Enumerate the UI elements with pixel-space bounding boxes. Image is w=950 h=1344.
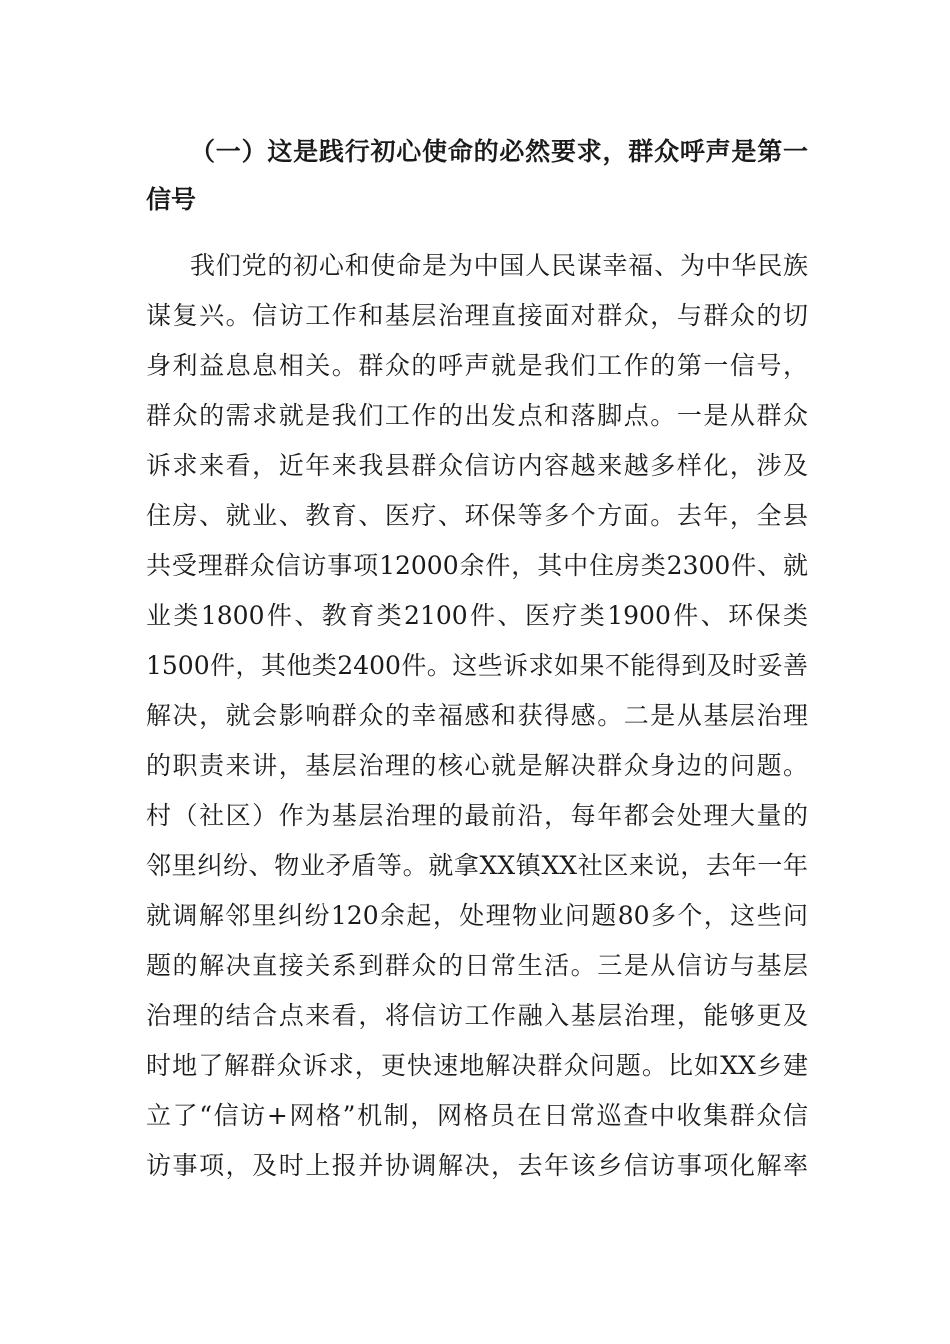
body-line: 身利益息息相关。群众的呼声就是我们工作的第一信号， (146, 351, 808, 380)
body-line: 题的解决直接关系到群众的日常生活。三是从信访与基层 (146, 951, 808, 980)
body-line: 我们党的初心和使命是为中国人民谋幸福、为中华民族 (190, 251, 808, 280)
body-line: 解决，就会影响群众的幸福感和获得感。二是从基层治理 (146, 701, 808, 730)
body-line: 诉求来看，近年来我县群众信访内容越来越多样化，涉及 (146, 451, 808, 480)
body-line: 时地了解群众诉求，更快速地解决群众问题。比如XX乡建 (146, 1051, 808, 1080)
body-line: 业类1800件、教育类2100件、医疗类1900件、环保类 (146, 601, 808, 630)
body-line: 1500件，其他类2400件。这些诉求如果不能得到及时妥善 (146, 651, 808, 680)
section-heading-line-2: 信号 (146, 185, 197, 214)
body-line: 谋复兴。信访工作和基层治理直接面对群众，与群众的切 (146, 301, 808, 330)
body-line: 住房、就业、教育、医疗、环保等多个方面。去年，全县 (146, 501, 808, 530)
body-line: 的职责来讲，基层治理的核心就是解决群众身边的问题。 (146, 751, 808, 780)
body-line: 访事项，及时上报并协调解决，去年该乡信访事项化解率 (146, 1151, 808, 1180)
body-line: 邻里纠纷、物业矛盾等。就拿XX镇XX社区来说，去年一年 (146, 851, 808, 880)
body-line: 村（社区）作为基层治理的最前沿，每年都会处理大量的 (146, 801, 808, 830)
body-line: 就调解邻里纠纷120余起，处理物业问题80多个，这些问 (146, 901, 808, 930)
body-line: 共受理群众信访事项12000余件，其中住房类2300件、就 (146, 551, 808, 580)
body-line: 群众的需求就是我们工作的出发点和落脚点。一是从群众 (146, 401, 808, 430)
body-line: 治理的结合点来看，将信访工作融入基层治理，能够更及 (146, 1001, 808, 1030)
body-line: 立了“信访+网格”机制，网格员在日常巡查中收集群众信 (146, 1101, 808, 1130)
section-heading-line-1: （一）这是践行初心使命的必然要求，群众呼声是第一 (190, 137, 808, 166)
